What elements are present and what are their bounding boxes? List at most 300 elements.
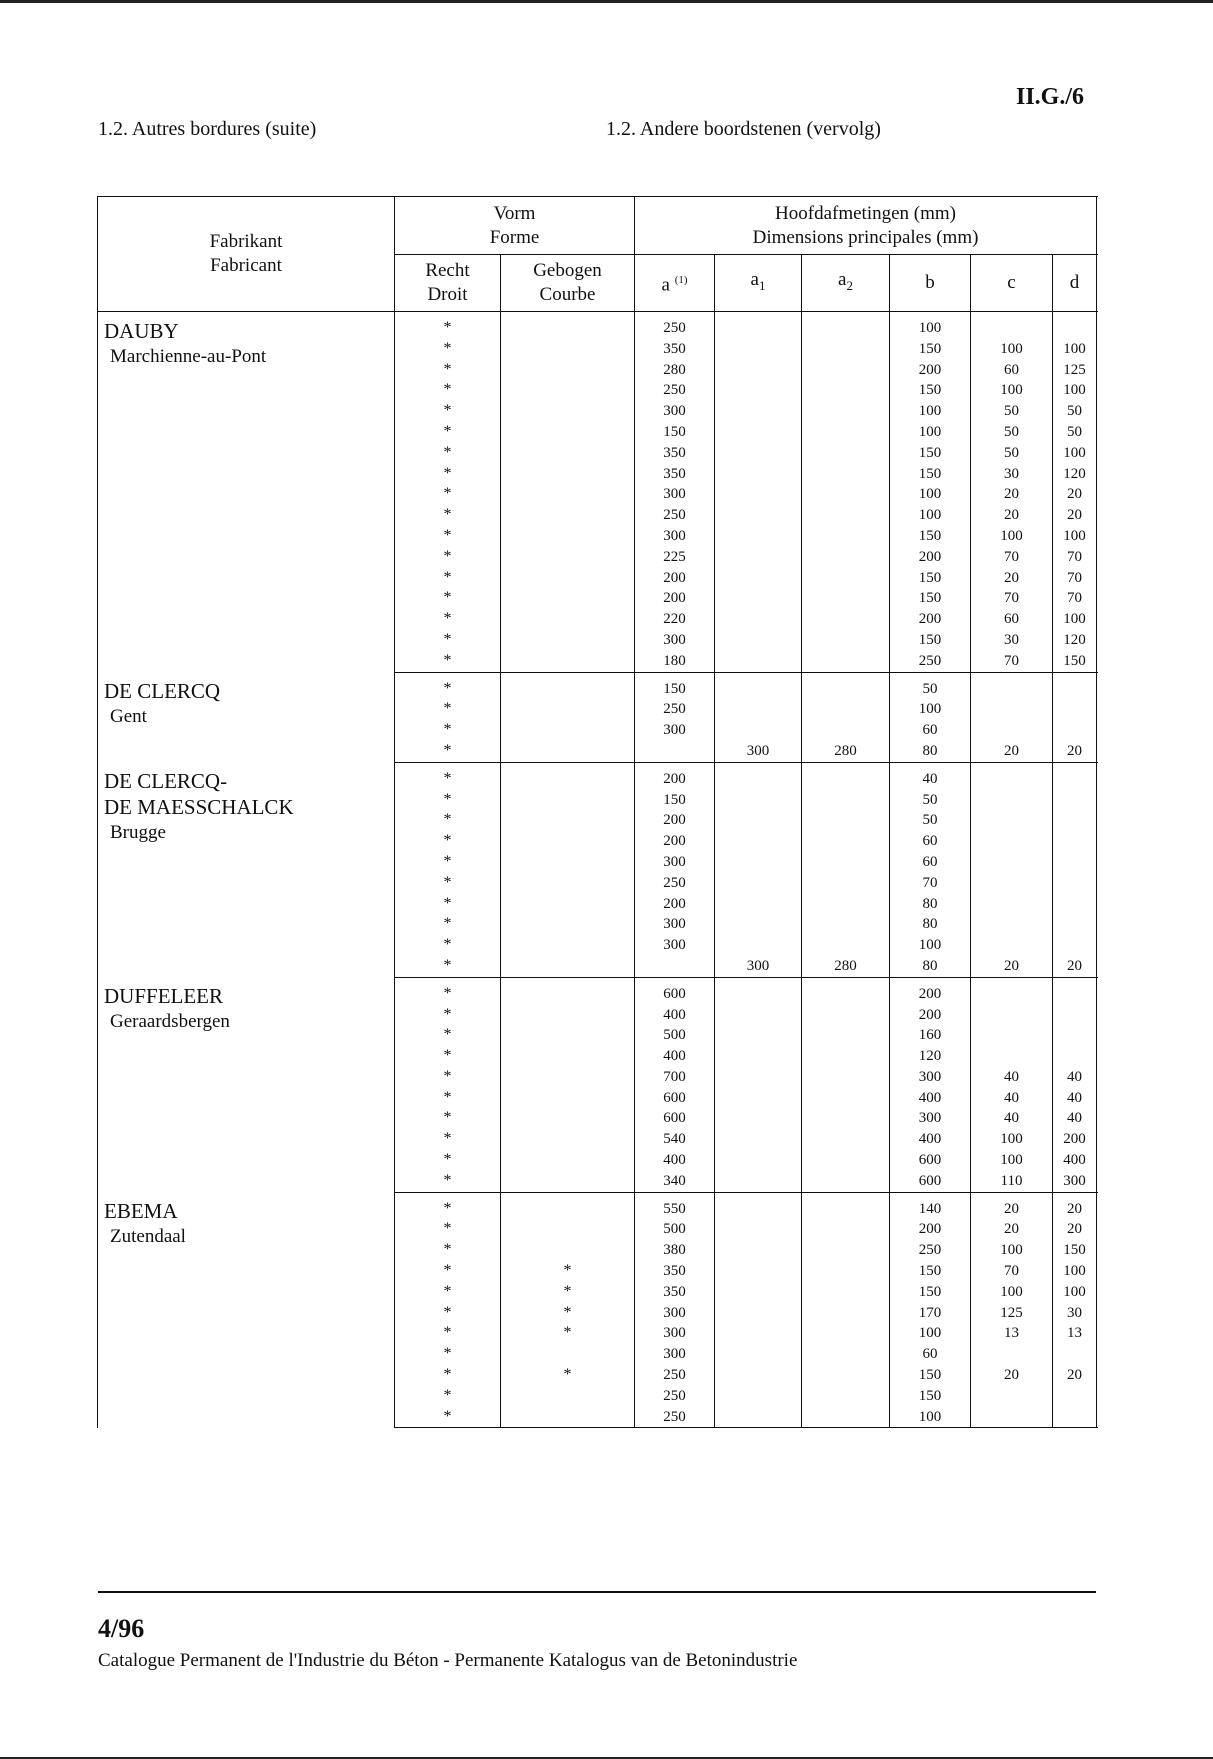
cell-c <box>971 852 1053 873</box>
cell-d <box>1053 1025 1097 1046</box>
cell-straight: * <box>395 894 501 915</box>
cell-a1 <box>715 609 802 630</box>
cell-a2 <box>802 484 890 505</box>
cell-c: 100 <box>971 1129 1053 1150</box>
cell-d <box>1053 977 1097 1004</box>
cell-a1 <box>715 831 802 852</box>
cell-straight: * <box>395 588 501 609</box>
cell-a1 <box>715 1323 802 1344</box>
cell-straight: * <box>395 873 501 894</box>
cell-a: 150 <box>635 790 715 811</box>
cell-straight: * <box>395 1240 501 1261</box>
cell-curved <box>501 1088 635 1109</box>
cell-straight: * <box>395 339 501 360</box>
cell-d <box>1053 762 1097 789</box>
cell-b: 80 <box>890 894 971 915</box>
cell-a2 <box>802 547 890 568</box>
cell-a2 <box>802 1088 890 1109</box>
cell-c <box>971 790 1053 811</box>
cell-b: 200 <box>890 1005 971 1026</box>
cell-straight: * <box>395 1088 501 1109</box>
manufacturer-cell <box>98 672 395 762</box>
cell-curved <box>501 1219 635 1240</box>
cell-a2 <box>802 1282 890 1303</box>
manufacturer-group <box>98 672 1097 762</box>
cell-a1: 300 <box>715 741 802 762</box>
col-a2-header <box>802 255 890 312</box>
catalogue-title: Catalogue Permanent de l'Industrie du Béton - Permanente Katalogus van de Betonindustrie <box>98 1650 798 1671</box>
cell-c: 70 <box>971 588 1053 609</box>
cell-straight: * <box>395 1407 501 1428</box>
cell-a2 <box>802 1171 890 1192</box>
cell-straight: * <box>395 1192 501 1219</box>
cell-c: 100 <box>971 1282 1053 1303</box>
gebogen-label: Gebogen <box>533 260 602 281</box>
cell-a1 <box>715 935 802 956</box>
cell-d: 200 <box>1053 1129 1097 1150</box>
a1-label: a <box>750 269 759 291</box>
cell-d <box>1053 720 1097 741</box>
cell-b: 40 <box>890 762 971 789</box>
cell-straight: * <box>395 1025 501 1046</box>
cell-a: 300 <box>635 526 715 547</box>
cell-curved <box>501 609 635 630</box>
cell-straight: * <box>395 360 501 381</box>
cell-a2 <box>802 609 890 630</box>
manufacturer-name: EBEMA <box>104 1199 178 1224</box>
cell-straight: * <box>395 1282 501 1303</box>
cell-a1 <box>715 1067 802 1088</box>
manufacturer-cell <box>98 977 395 1192</box>
cell-a2 <box>802 568 890 589</box>
cell-b: 140 <box>890 1192 971 1219</box>
cell-c <box>971 1407 1053 1428</box>
manufacturer-city: Geraardsbergen <box>110 1011 230 1033</box>
cell-curved <box>501 720 635 741</box>
manufacturer-city: Brugge <box>110 822 166 844</box>
cell-d: 50 <box>1053 401 1097 422</box>
manufacturer-name: DAUBY <box>104 319 179 343</box>
cell-a1 <box>715 422 802 443</box>
cell-c: 100 <box>971 526 1053 547</box>
cell-a1 <box>715 484 802 505</box>
cell-b: 60 <box>890 852 971 873</box>
cell-a: 300 <box>635 935 715 956</box>
cell-straight: * <box>395 484 501 505</box>
cell-c: 70 <box>971 1261 1053 1282</box>
cell-straight: * <box>395 977 501 1004</box>
cell-curved <box>501 380 635 401</box>
cell-c: 20 <box>971 1192 1053 1219</box>
cell-straight: * <box>395 1323 501 1344</box>
cell-b: 100 <box>890 1323 971 1344</box>
manufacturer-header <box>98 197 395 312</box>
cell-c: 40 <box>971 1088 1053 1109</box>
cell-curved <box>501 568 635 589</box>
cell-straight: * <box>395 762 501 789</box>
cell-b: 250 <box>890 651 971 672</box>
cell-a1 <box>715 1025 802 1046</box>
cell-curved <box>501 1025 635 1046</box>
cell-d: 100 <box>1053 339 1097 360</box>
cell-a2 <box>802 720 890 741</box>
cell-a: 400 <box>635 1046 715 1067</box>
table-header <box>98 197 1097 312</box>
cell-c: 125 <box>971 1303 1053 1324</box>
cell-a1 <box>715 547 802 568</box>
cell-curved <box>501 443 635 464</box>
cell-b: 200 <box>890 977 971 1004</box>
cell-a: 350 <box>635 464 715 485</box>
cell-a: 250 <box>635 873 715 894</box>
cell-b: 150 <box>890 630 971 651</box>
cell-b: 150 <box>890 1282 971 1303</box>
footer-rule <box>98 1591 1096 1593</box>
cell-b: 150 <box>890 1386 971 1407</box>
cell-curved: * <box>501 1282 635 1303</box>
cell-straight: * <box>395 1303 501 1324</box>
cell-c <box>971 720 1053 741</box>
cell-a2 <box>802 422 890 443</box>
cell-a: 400 <box>635 1005 715 1026</box>
cell-a: 150 <box>635 672 715 699</box>
a-label: a <box>661 274 670 296</box>
cell-curved: * <box>501 1261 635 1282</box>
cell-c <box>971 831 1053 852</box>
cell-curved <box>501 464 635 485</box>
cell-a2 <box>802 1005 890 1026</box>
cell-a1 <box>715 505 802 526</box>
col-d-header <box>1053 255 1097 312</box>
cell-b: 600 <box>890 1150 971 1171</box>
cell-a1 <box>715 464 802 485</box>
cell-b: 400 <box>890 1088 971 1109</box>
cell-a2 <box>802 1025 890 1046</box>
cell-a: 180 <box>635 651 715 672</box>
cell-d: 150 <box>1053 651 1097 672</box>
cell-c: 20 <box>971 484 1053 505</box>
cell-straight: * <box>395 1150 501 1171</box>
cell-c: 110 <box>971 1171 1053 1192</box>
cell-b: 200 <box>890 360 971 381</box>
page-code: II.G./6 <box>1016 84 1085 110</box>
cell-d: 20 <box>1053 741 1097 762</box>
cell-c <box>971 810 1053 831</box>
cell-a1: 300 <box>715 956 802 977</box>
cell-d: 50 <box>1053 422 1097 443</box>
cell-a2 <box>802 699 890 720</box>
manufacturer-city: Zutendaal <box>110 1226 186 1248</box>
table-row <box>98 1192 1097 1219</box>
cell-c: 13 <box>971 1323 1053 1344</box>
a2-subscript: 2 <box>846 277 853 293</box>
cell-d <box>1053 672 1097 699</box>
cell-straight: * <box>395 568 501 589</box>
cell-a1 <box>715 588 802 609</box>
cell-c <box>971 1025 1053 1046</box>
cell-a1 <box>715 1150 802 1171</box>
cell-a: 250 <box>635 312 715 339</box>
cell-d: 400 <box>1053 1150 1097 1171</box>
cell-a: 220 <box>635 609 715 630</box>
cell-curved <box>501 873 635 894</box>
cell-curved <box>501 422 635 443</box>
cell-straight: * <box>395 720 501 741</box>
top-edge-rule <box>0 0 1213 3</box>
cell-c: 50 <box>971 422 1053 443</box>
cell-d: 120 <box>1053 464 1097 485</box>
cell-b: 100 <box>890 699 971 720</box>
cell-a1 <box>715 672 802 699</box>
cell-a: 280 <box>635 360 715 381</box>
cell-d: 30 <box>1053 1303 1097 1324</box>
cell-c: 100 <box>971 1150 1053 1171</box>
cell-a1 <box>715 380 802 401</box>
cell-a2 <box>802 505 890 526</box>
cell-curved <box>501 312 635 339</box>
cell-a2 <box>802 443 890 464</box>
cell-c: 50 <box>971 401 1053 422</box>
cell-curved <box>501 956 635 977</box>
cell-d: 100 <box>1053 1282 1097 1303</box>
cell-b: 100 <box>890 1407 971 1428</box>
cell-c <box>971 977 1053 1004</box>
cell-a: 250 <box>635 1386 715 1407</box>
cell-straight: * <box>395 831 501 852</box>
cell-a2 <box>802 312 890 339</box>
cell-straight: * <box>395 401 501 422</box>
cell-curved <box>501 1240 635 1261</box>
cell-b: 100 <box>890 401 971 422</box>
cell-d: 125 <box>1053 360 1097 381</box>
cell-c: 40 <box>971 1067 1053 1088</box>
cell-a1 <box>715 1088 802 1109</box>
cell-c <box>971 914 1053 935</box>
cell-straight: * <box>395 443 501 464</box>
cell-a: 250 <box>635 505 715 526</box>
cell-curved <box>501 977 635 1004</box>
cell-c: 70 <box>971 547 1053 568</box>
cell-a1 <box>715 1282 802 1303</box>
cell-c: 30 <box>971 630 1053 651</box>
cell-c <box>971 894 1053 915</box>
cell-curved <box>501 699 635 720</box>
cell-a2: 280 <box>802 741 890 762</box>
cell-a1 <box>715 762 802 789</box>
cell-b: 60 <box>890 831 971 852</box>
cell-d: 20 <box>1053 1365 1097 1386</box>
cell-c: 20 <box>971 956 1053 977</box>
manufacturer-name: DE CLERCQ- <box>104 769 228 794</box>
cell-d <box>1053 1407 1097 1428</box>
cell-c: 60 <box>971 360 1053 381</box>
cell-b: 50 <box>890 790 971 811</box>
cell-a: 300 <box>635 1303 715 1324</box>
cell-a1 <box>715 526 802 547</box>
cell-a2: 280 <box>802 956 890 977</box>
manufacturer-cell <box>98 312 395 673</box>
droit-label: Droit <box>427 284 468 305</box>
cell-curved <box>501 1171 635 1192</box>
a2-label: a <box>838 269 847 291</box>
cell-a: 200 <box>635 762 715 789</box>
shape-header <box>395 197 635 255</box>
col-c-header <box>971 255 1053 312</box>
cell-curved <box>501 360 635 381</box>
cell-a: 200 <box>635 588 715 609</box>
cell-d: 100 <box>1053 526 1097 547</box>
cell-a <box>635 741 715 762</box>
cell-d: 70 <box>1053 568 1097 589</box>
cell-b: 100 <box>890 505 971 526</box>
cell-curved <box>501 935 635 956</box>
cell-a1 <box>715 1046 802 1067</box>
cell-curved <box>501 672 635 699</box>
cell-curved <box>501 810 635 831</box>
cell-d <box>1053 1005 1097 1026</box>
cell-d <box>1053 312 1097 339</box>
cell-d <box>1053 790 1097 811</box>
cell-d: 20 <box>1053 956 1097 977</box>
cell-curved <box>501 852 635 873</box>
cell-b: 300 <box>890 1067 971 1088</box>
cell-curved <box>501 1386 635 1407</box>
cell-straight: * <box>395 1365 501 1386</box>
manufacturer-city: Marchienne-au-Pont <box>110 346 267 367</box>
cell-a: 550 <box>635 1192 715 1219</box>
manufacturer-group <box>98 312 1097 673</box>
cell-curved <box>501 741 635 762</box>
cell-a2 <box>802 630 890 651</box>
cell-b: 300 <box>890 1108 971 1129</box>
cell-a2 <box>802 894 890 915</box>
cell-a2 <box>802 1407 890 1428</box>
cell-straight: * <box>395 651 501 672</box>
cell-a2 <box>802 977 890 1004</box>
cell-a: 350 <box>635 339 715 360</box>
cell-a2 <box>802 1192 890 1219</box>
cell-curved <box>501 1005 635 1026</box>
cell-a: 250 <box>635 1407 715 1428</box>
cell-a2 <box>802 672 890 699</box>
cell-b: 50 <box>890 672 971 699</box>
cell-a2 <box>802 935 890 956</box>
cell-a1 <box>715 630 802 651</box>
cell-a2 <box>802 380 890 401</box>
b-label: b <box>925 272 935 293</box>
cell-d: 40 <box>1053 1067 1097 1088</box>
cell-a1 <box>715 720 802 741</box>
cell-straight: * <box>395 422 501 443</box>
cell-c <box>971 762 1053 789</box>
cell-a1 <box>715 852 802 873</box>
cell-a: 300 <box>635 1323 715 1344</box>
cell-a2 <box>802 914 890 935</box>
manufacturer-cell <box>98 762 395 977</box>
cell-a2 <box>802 762 890 789</box>
cell-straight: * <box>395 1219 501 1240</box>
cell-a: 600 <box>635 1108 715 1129</box>
cell-a: 340 <box>635 1171 715 1192</box>
cell-straight: * <box>395 956 501 977</box>
a1-subscript: 1 <box>758 277 766 293</box>
cell-a: 250 <box>635 380 715 401</box>
cell-b: 160 <box>890 1025 971 1046</box>
cell-d: 120 <box>1053 630 1097 651</box>
cell-d <box>1053 1386 1097 1407</box>
cell-b: 250 <box>890 1240 971 1261</box>
dimensions-table <box>97 196 1097 1428</box>
cell-curved <box>501 914 635 935</box>
cell-straight: * <box>395 699 501 720</box>
cell-straight: * <box>395 672 501 699</box>
cell-a: 200 <box>635 568 715 589</box>
cell-a: 225 <box>635 547 715 568</box>
cell-a2 <box>802 1067 890 1088</box>
cell-d: 20 <box>1053 484 1097 505</box>
cell-d: 100 <box>1053 609 1097 630</box>
cell-a1 <box>715 312 802 339</box>
cell-d: 20 <box>1053 1219 1097 1240</box>
cell-a: 500 <box>635 1025 715 1046</box>
cell-a1 <box>715 360 802 381</box>
cell-straight: * <box>395 914 501 935</box>
cell-d: 300 <box>1053 1171 1097 1192</box>
cell-curved <box>501 1067 635 1088</box>
vorm-label: Vorm <box>493 202 536 224</box>
cell-d: 13 <box>1053 1323 1097 1344</box>
cell-a2 <box>802 831 890 852</box>
cell-straight: * <box>395 630 501 651</box>
cell-b: 100 <box>890 312 971 339</box>
manufacturer-name-line2: DE MAESSCHALCK <box>104 795 294 820</box>
cell-b: 150 <box>890 380 971 401</box>
cell-straight: * <box>395 312 501 339</box>
cell-b: 150 <box>890 1261 971 1282</box>
cell-b: 150 <box>890 1365 971 1386</box>
cell-a1 <box>715 1219 802 1240</box>
cell-a2 <box>802 360 890 381</box>
cell-a: 600 <box>635 977 715 1004</box>
cell-a2 <box>802 526 890 547</box>
cell-a: 700 <box>635 1067 715 1088</box>
cell-d <box>1053 810 1097 831</box>
cell-curved <box>501 651 635 672</box>
cell-b: 80 <box>890 741 971 762</box>
cell-straight: * <box>395 810 501 831</box>
cell-straight: * <box>395 741 501 762</box>
cell-b: 100 <box>890 935 971 956</box>
cell-curved <box>501 588 635 609</box>
cell-b: 400 <box>890 1129 971 1150</box>
cell-a1 <box>715 894 802 915</box>
cell-b: 200 <box>890 1219 971 1240</box>
cell-a: 380 <box>635 1240 715 1261</box>
cell-straight: * <box>395 547 501 568</box>
cell-straight: * <box>395 609 501 630</box>
cell-b: 170 <box>890 1303 971 1324</box>
cell-d: 100 <box>1053 380 1097 401</box>
cell-a: 300 <box>635 914 715 935</box>
cell-a: 200 <box>635 894 715 915</box>
cell-a: 350 <box>635 1282 715 1303</box>
cell-a2 <box>802 1129 890 1150</box>
cell-straight: * <box>395 1344 501 1365</box>
manufacturer-group <box>98 762 1097 977</box>
section-title-nl: 1.2. Andere boordstenen (vervolg) <box>606 118 881 140</box>
cell-d: 70 <box>1053 547 1097 568</box>
cell-b: 70 <box>890 873 971 894</box>
